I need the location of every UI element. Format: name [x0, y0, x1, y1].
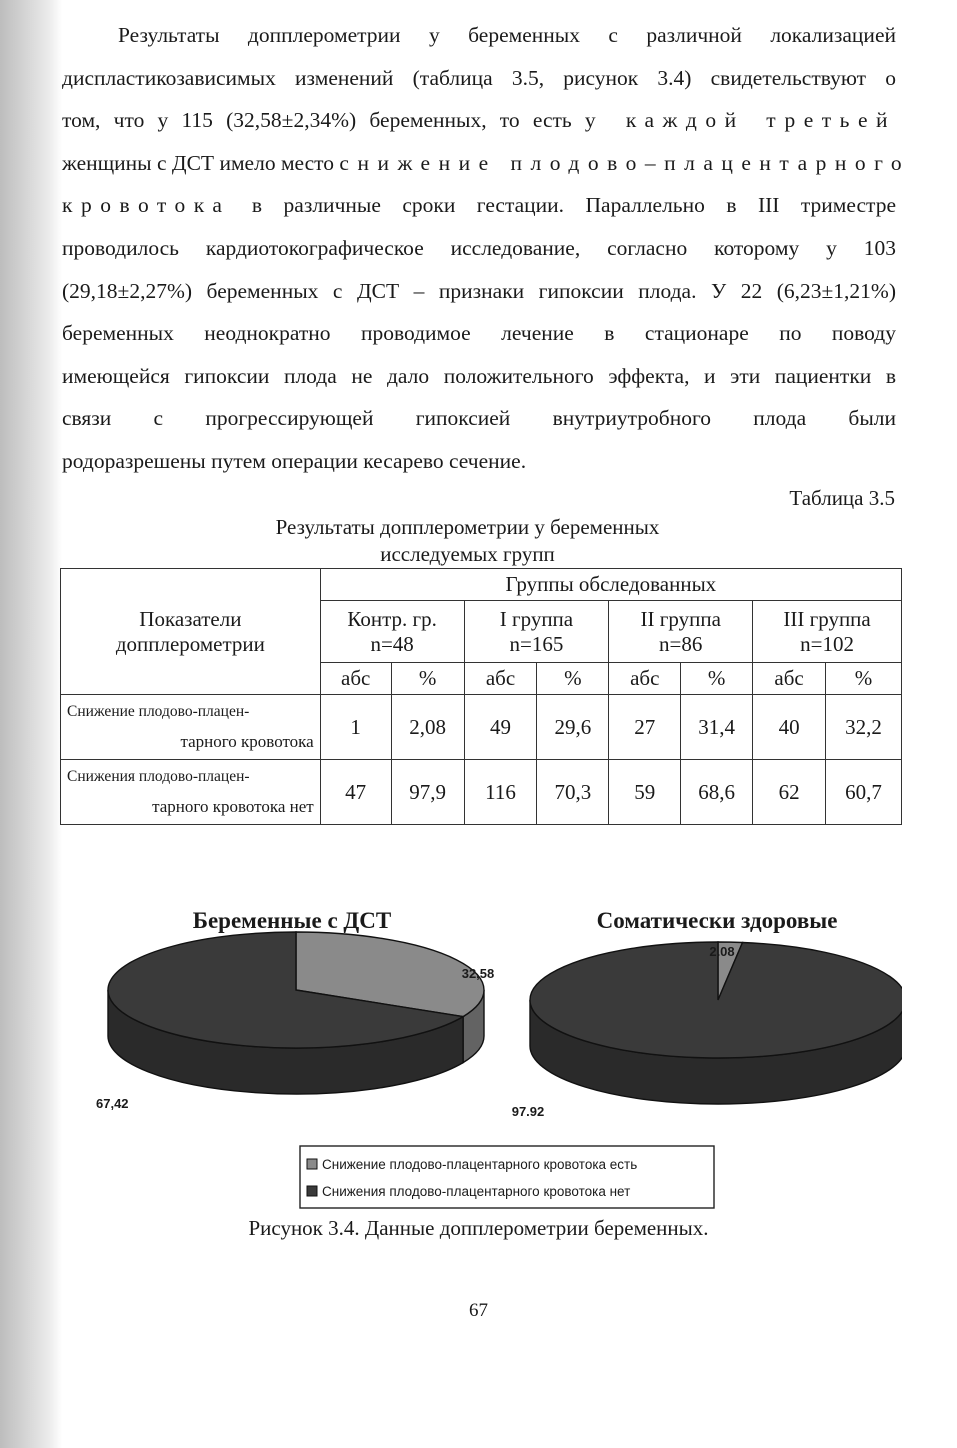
table-cell: 31,4	[681, 695, 753, 760]
paragraph-line: проводилось кардиотокографическое исследование, согласно которому у 103	[62, 235, 896, 260]
figure-caption: Рисунок 3.4. Данные допплерометрии беременных.	[248, 1216, 709, 1240]
table-cell: 49	[464, 695, 537, 760]
group-n: n=48	[370, 631, 414, 656]
pct-header: %	[826, 663, 902, 695]
pie-charts-figure	[60, 890, 902, 1220]
row-label-line: Снижения плодово-плацен-	[67, 768, 250, 785]
abs-header: абс	[464, 663, 537, 695]
abs-header: абс	[609, 663, 681, 695]
page-number: 67	[469, 1300, 488, 1321]
table-cell: 97,9	[391, 760, 464, 825]
data-label: 97.92	[511, 1104, 545, 1119]
table-cell: 70,3	[537, 760, 609, 825]
group-n: n=86	[659, 631, 703, 656]
table-cell: 1	[320, 695, 391, 760]
pct-header: %	[681, 663, 753, 695]
group-header	[464, 601, 609, 663]
pie-slice	[530, 942, 902, 1058]
abs-header: абс	[753, 663, 826, 695]
paragraph-line: диспластикозависимых изменений (таблица 3.5, рисунок 3.4) свидетельствуют о	[62, 65, 896, 90]
data-label: 32,58	[461, 966, 495, 981]
table-title	[140, 514, 795, 568]
table-cell: 68,6	[681, 760, 753, 825]
table-cell: 116	[464, 760, 537, 825]
paragraph-line	[62, 99, 896, 142]
paragraph-line: связи с прогрессирующей гипоксией внутриутробного плода были	[62, 406, 896, 431]
groups-header: Группы обследованных	[320, 569, 901, 601]
data-label: 2.08	[709, 944, 735, 959]
legend-label: Снижения плодово-плацентарного кровотока нет	[322, 1184, 631, 1199]
group-header	[320, 601, 464, 663]
group-name: Контр. гр.	[347, 606, 437, 631]
indicator-header-line: Показатели	[139, 606, 242, 631]
table-cell: 59	[609, 760, 681, 825]
table-cell: 32,2	[826, 695, 902, 760]
spaced-emphasis: у каждой третьей	[584, 108, 897, 133]
table-number: Таблица 3.5	[789, 486, 895, 510]
group-n: n=102	[800, 631, 854, 656]
paragraph-line: имеющейся гипоксии плода не дало положительного эффекта, и эти пациентки в	[62, 363, 896, 388]
group-name: II группа	[640, 606, 721, 631]
pct-header: %	[391, 663, 464, 695]
table-title-line: Результаты допплерометрии у беременных	[275, 515, 660, 539]
legend-swatch	[307, 1159, 317, 1169]
table-cell: 62	[753, 760, 826, 825]
chart-title: Беременные с ДСТ	[192, 908, 392, 933]
table-cell: 40	[753, 695, 826, 760]
table-cell: 27	[609, 695, 681, 760]
paragraph-text: том, что у 115 (32,58±2,34%) беременных, то есть	[62, 108, 585, 133]
row-label	[61, 760, 321, 825]
spaced-emphasis: кровотока	[62, 193, 231, 218]
paragraph-line	[62, 184, 896, 227]
table-cell: 47	[320, 760, 391, 825]
paragraph-text: в различные сроки гестации. Параллельно в III триместре	[230, 193, 896, 218]
table-cell: 29,6	[537, 695, 609, 760]
group-header	[609, 601, 753, 663]
legend-label: Снижение плодово-плацентарного кровотока есть	[322, 1157, 638, 1172]
table-title-line: исследуемых групп	[380, 542, 555, 566]
row-label-line: Снижение плодово-плацен-	[67, 703, 250, 720]
legend-swatch	[307, 1186, 317, 1196]
group-name: III группа	[783, 606, 871, 631]
row-label	[61, 695, 321, 760]
paragraph-line: (29,18±2,27%) беременных с ДСТ – признаки гипоксии плода. У 22 (6,23±1,21%)	[62, 278, 896, 303]
paragraph-line: Результаты допплерометрии у беременных с различной локализацией	[118, 23, 896, 47]
table-cell: 2,08	[391, 695, 464, 760]
abs-header: абс	[320, 663, 391, 695]
indicator-header	[61, 569, 321, 695]
spaced-emphasis: снижение плодово–плацентарного	[339, 150, 911, 175]
chart-title: Соматически здоровые	[596, 908, 838, 933]
body-paragraph	[62, 14, 911, 483]
pct-header: %	[537, 663, 609, 695]
group-header	[753, 601, 902, 663]
paragraph-line	[62, 142, 911, 185]
table-cell: 60,7	[826, 760, 902, 825]
doppler-table	[60, 568, 902, 825]
data-label: 67,42	[96, 1096, 129, 1111]
table-row	[61, 695, 902, 760]
group-n: n=165	[509, 631, 564, 656]
paragraph-line: родоразрешены путем операции кесарево сечение.	[62, 448, 527, 473]
table-row	[61, 760, 902, 825]
indicator-header-line: допплерометрии	[115, 631, 265, 656]
paragraph-line: беременных неоднократно проводимое лечение в стационаре по поводу	[62, 321, 896, 346]
group-name: I группа	[499, 606, 574, 631]
paragraph-text: женщины с ДСТ имело место	[62, 150, 340, 175]
row-label-line: тарного кровотока нет	[152, 797, 314, 816]
row-label-line: тарного кровотока	[180, 732, 314, 751]
